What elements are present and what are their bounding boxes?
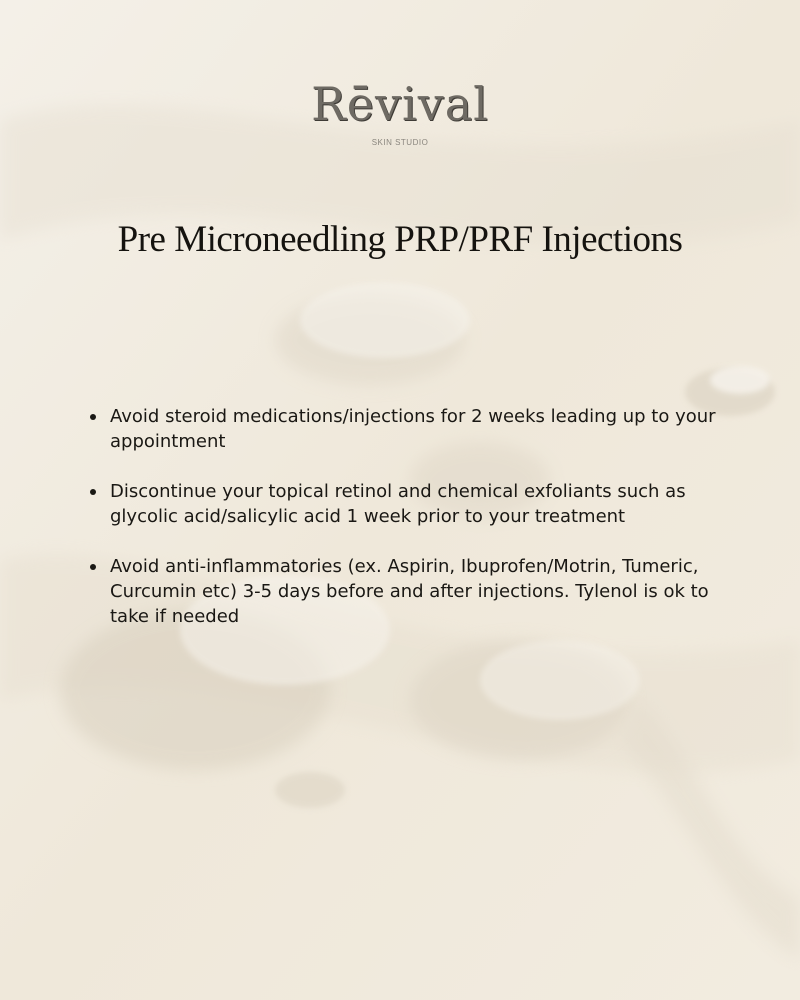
brand-tagline: SKIN STUDIO — [371, 138, 429, 147]
brand-logo — [0, 76, 800, 147]
list-item — [88, 479, 728, 529]
brand-wordmark: Rēvival — [311, 77, 489, 131]
bullet-icon — [90, 414, 96, 420]
bullet-icon — [90, 564, 96, 570]
instruction-list — [88, 404, 728, 654]
list-item — [88, 554, 728, 629]
instruction-text: Avoid steroid medications/injections for 2 weeks leading up to your appointment — [110, 406, 716, 452]
page-title: Pre Microneedling PRP/PRF Injections — [117, 219, 683, 260]
list-item — [88, 404, 728, 454]
instruction-text: Avoid anti-inflammatories (ex. Aspirin, Ibuprofen/Motrin, Tumeric, Curcumin etc) 3-5 days before and after injections. Tylenol is ok to take if needed — [110, 556, 709, 627]
bullet-icon — [90, 489, 96, 495]
instruction-text: Discontinue your topical retinol and chemical exfoliants such as glycolic acid/salicylic acid 1 week prior to your treatment — [110, 481, 686, 527]
